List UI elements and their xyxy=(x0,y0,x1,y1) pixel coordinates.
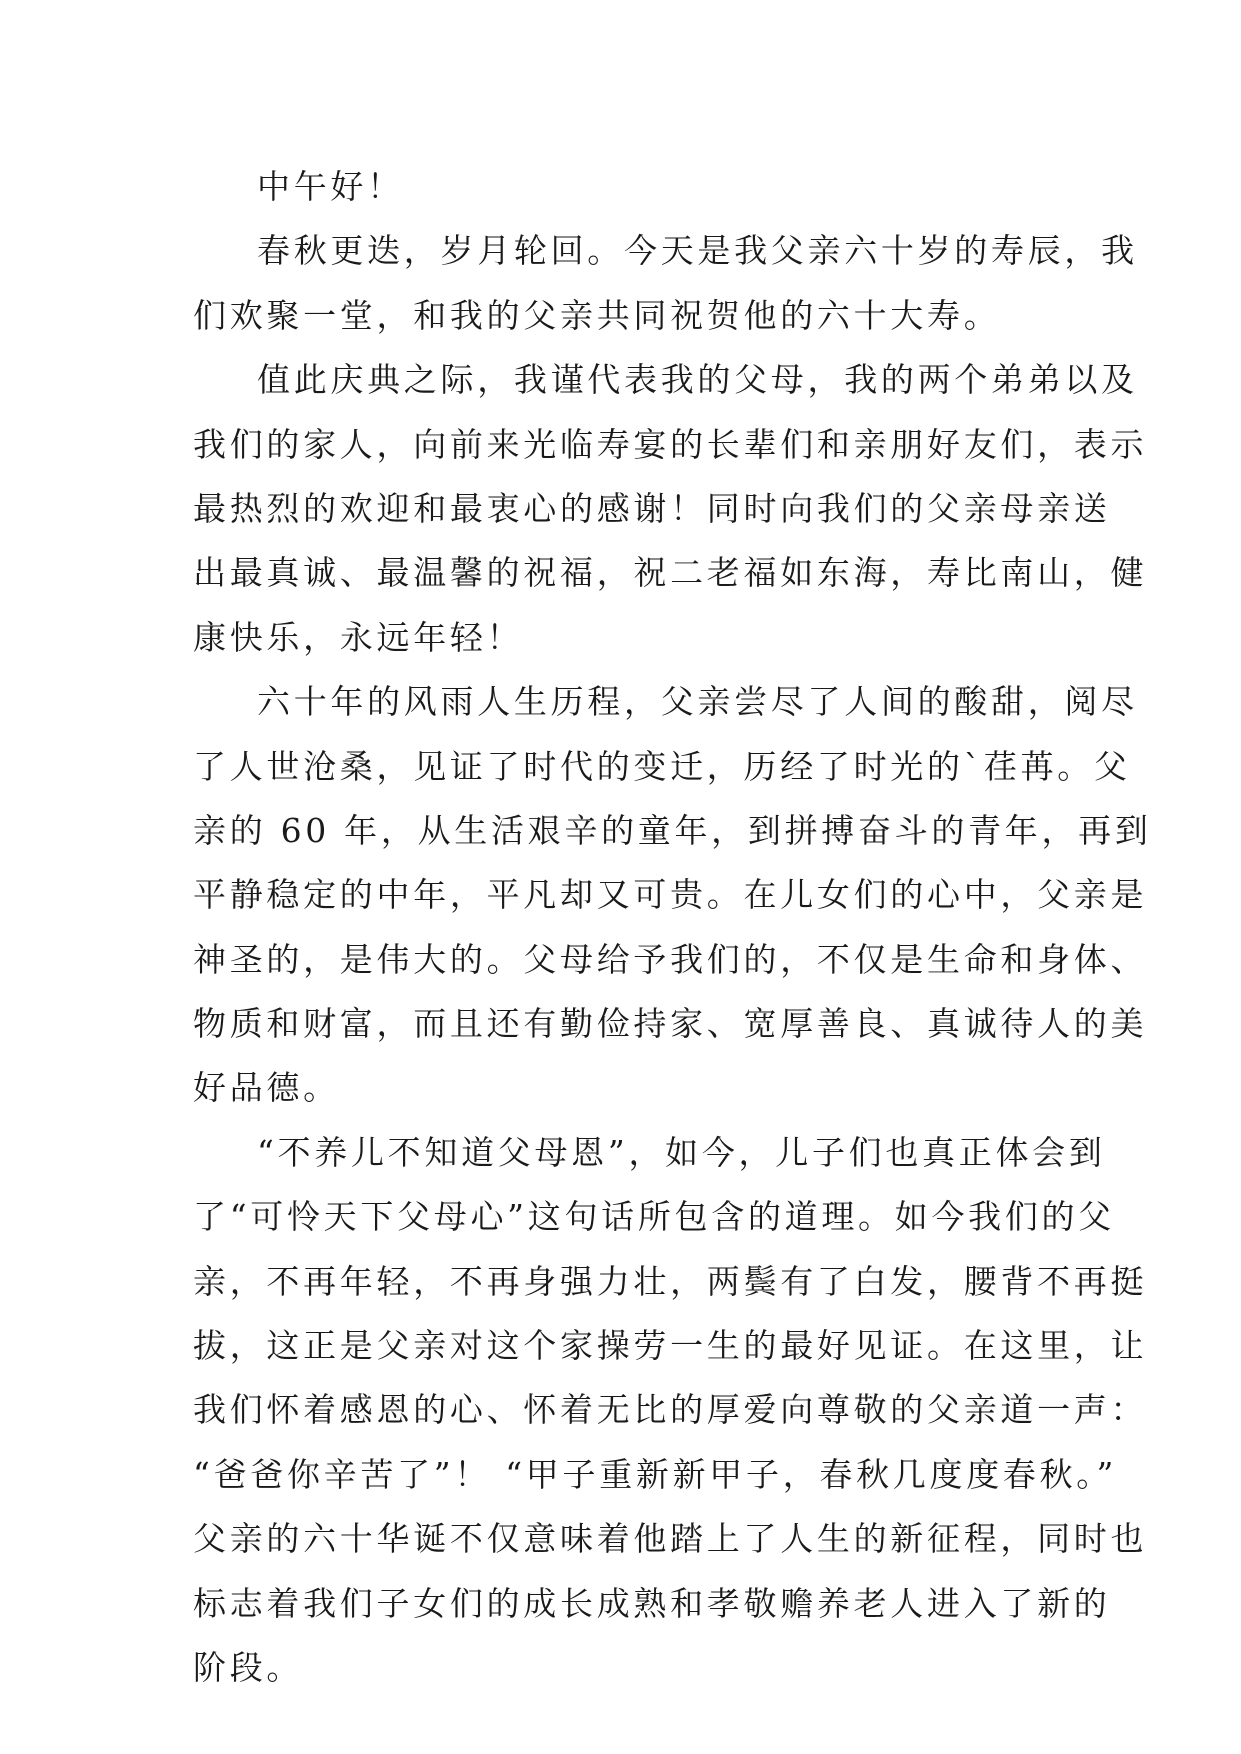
paragraph-3-line-4: 平静稳定的中年，平凡却又可贵。在儿女们的心中，父亲是 xyxy=(193,875,1148,915)
paragraph-4-line-5: 我们怀着感恩的心、怀着无比的厚爱向尊敬的父亲道一声： xyxy=(193,1390,1148,1430)
paragraph-3-line-2: 了人世沧桑，见证了时代的变迁，历经了时光的`荏苒。父 xyxy=(193,746,1131,786)
paragraph-3-line-7: 好品德。 xyxy=(193,1068,340,1108)
paragraph-3-line-5: 神圣的，是伟大的。父母给予我们的，不仅是生命和身体、 xyxy=(193,939,1148,979)
paragraph-4-line-2: 了“可怜天下父母心”这句话所包含的道理。如今我们的父 xyxy=(193,1197,1115,1237)
paragraph-1-line-2: 们欢聚一堂，和我的父亲共同祝贺他的六十大寿。 xyxy=(193,295,1001,335)
paragraph-4-line-9: 阶段。 xyxy=(193,1647,304,1687)
paragraph-3-line-3: 亲的 60 年，从生活艰辛的童年，到拼搏奋斗的青年，再到 xyxy=(193,810,1152,850)
paragraph-3-line-1: 六十年的风雨人生历程，父亲尝尽了人间的酸甜，阅尽 xyxy=(257,682,1138,722)
paragraph-2-line-2: 我们的家人，向前来光临寿宴的长辈们和亲朋好友们，表示 xyxy=(193,424,1148,464)
paragraph-4-line-7: 父亲的六十华诞不仅意味着他踏上了人生的新征程，同时也 xyxy=(193,1519,1148,1559)
paragraph-2-line-1: 值此庆典之际，我谨代表我的父母，我的两个弟弟以及 xyxy=(257,360,1138,400)
greeting-line: 中午好！ xyxy=(257,167,404,206)
paragraph-3-line-6: 物质和财富，而且还有勤俭持家、宽厚善良、真诚待人的美 xyxy=(193,1004,1148,1044)
paragraph-2-line-3: 最热烈的欢迎和最衷心的感谢！同时向我们的父亲母亲送 xyxy=(193,488,1111,528)
paragraph-2-line-4: 出最真诚、最温馨的祝福，祝二老福如东海，寿比南山，健 xyxy=(193,553,1148,593)
paragraph-4-line-6: “爸爸你辛苦了”！ “甲子重新新甲子，春秋几度度春秋。” xyxy=(193,1454,1118,1494)
paragraph-4-line-1: “不养儿不知道父母恩”，如今，儿子们也真正体会到 xyxy=(257,1132,1106,1172)
paragraph-2-line-5: 康快乐，永远年轻！ xyxy=(193,617,524,657)
paragraph-4-line-3: 亲，不再年轻，不再身强力壮，两鬓有了白发，腰背不再挺 xyxy=(193,1261,1148,1301)
speech-body xyxy=(193,155,1152,1700)
paragraph-1-line-1: 春秋更迭，岁月轮回。今天是我父亲六十岁的寿辰，我 xyxy=(257,231,1138,271)
paragraph-4-line-4: 拔，这正是父亲对这个家操劳一生的最好见证。在这里，让 xyxy=(193,1326,1148,1366)
paragraph-4-line-8: 标志着我们子女们的成长成熟和孝敬赡养老人进入了新的 xyxy=(193,1583,1111,1623)
